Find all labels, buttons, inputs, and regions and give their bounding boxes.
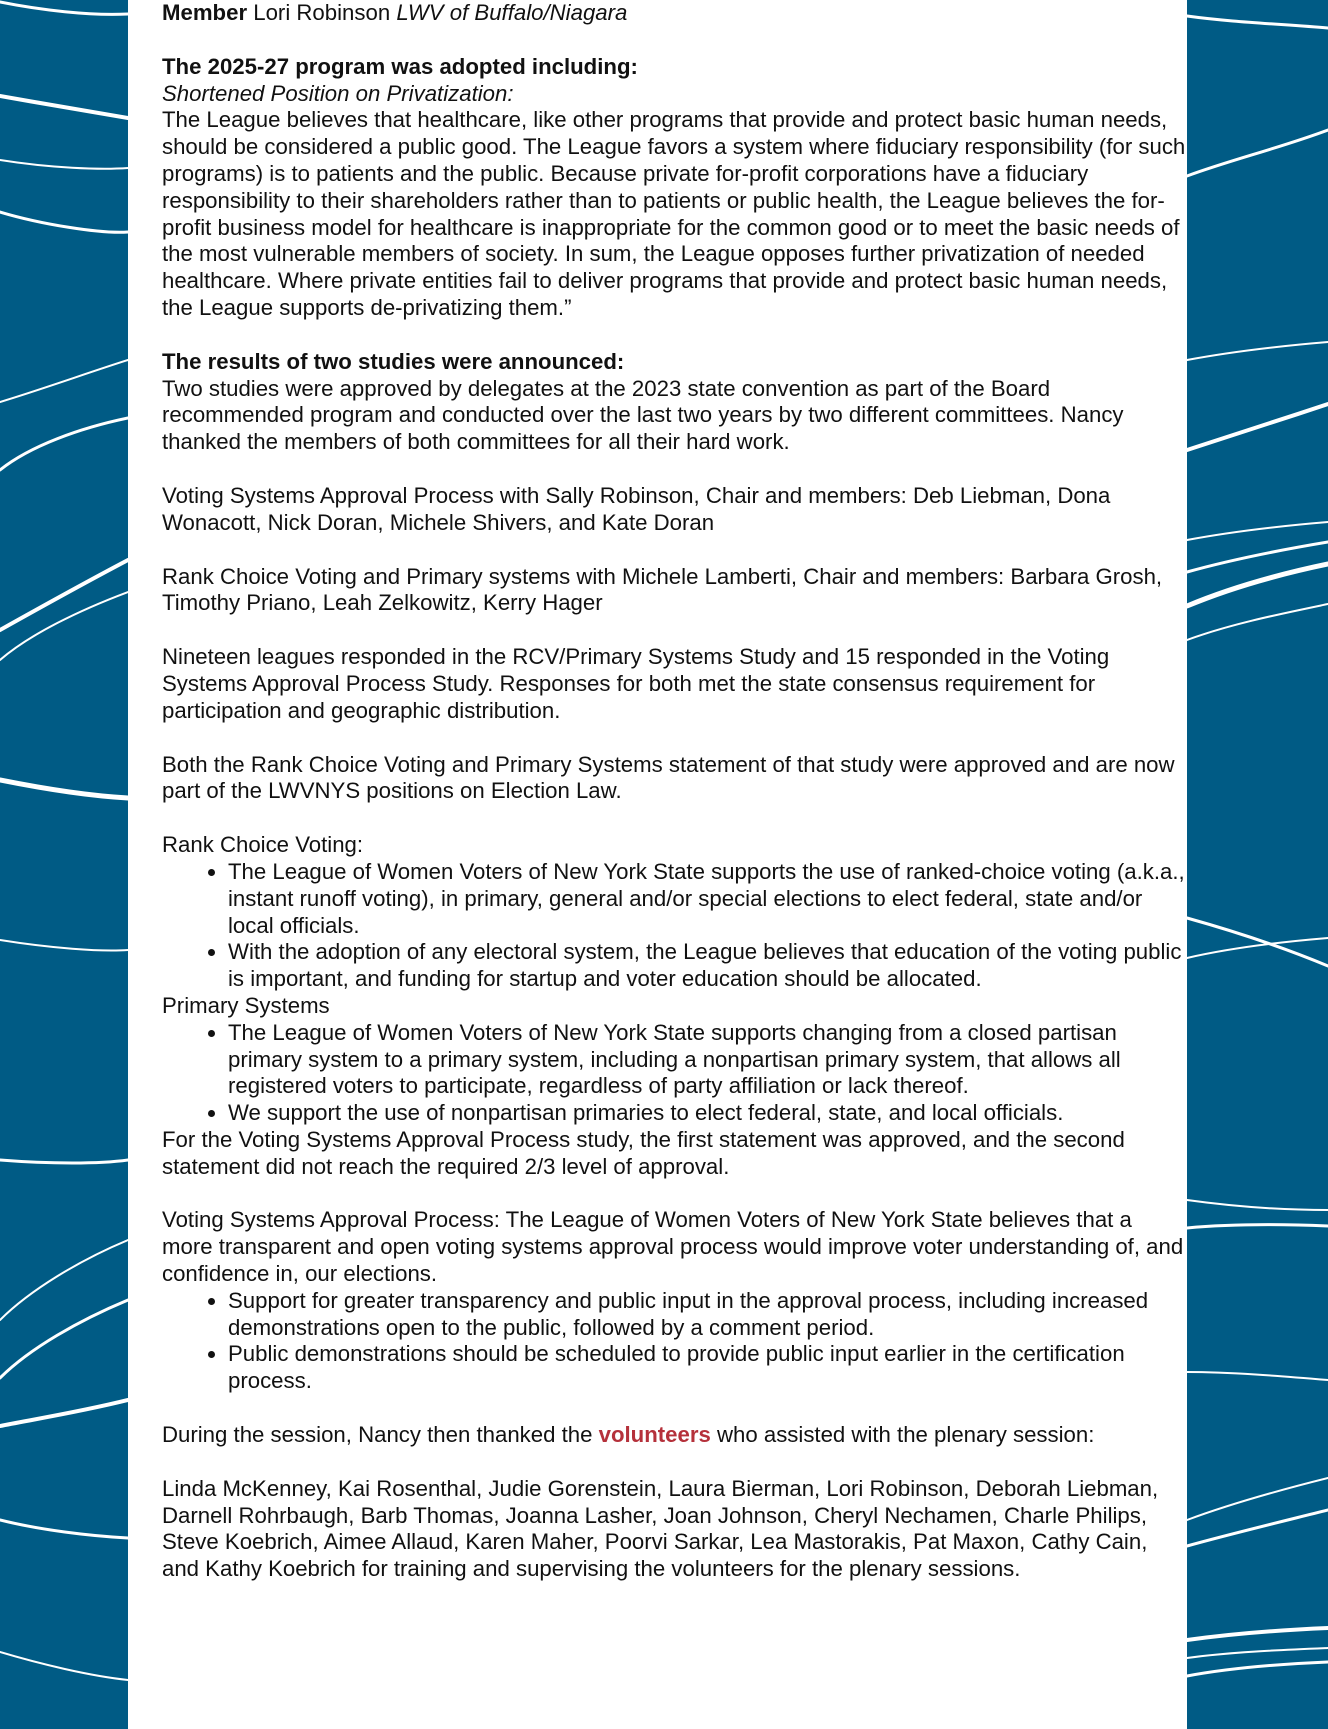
- member-name: Lori Robinson: [253, 0, 391, 25]
- volunteers-text-before: During the session, Nancy then thanked the: [162, 1422, 599, 1448]
- newsletter-content: [128, 0, 1187, 1729]
- member-label: Member: [162, 0, 248, 25]
- volunteer-names: Linda McKenney, Kai Rosenthal, Judie Gorenstein, Laura Bierman, Lori Robinson, Deborah Liebman, Darnell Rohrbaugh, Barb Thomas, Joanna Lasher, Joan Johnson, Cheryl Nechamen, Charle Philips, Steve Koebrich, Aimee Allaud, Karen Maher, Poorvi Sarkar, Lea Mastorakis, Pat Maxon, Cathy Cain, and Kathy Koebrich for training and supervising the volunteers for the plenary sessions.: [162, 1475, 1159, 1582]
- rcv-label: Rank Choice Voting:: [162, 832, 364, 858]
- list-item: • We support the use of nonpartisan primaries to elect federal, state, and local officials.: [228, 1100, 1187, 1127]
- privatization-position: The League believes that healthcare, like other programs that provide and protect basic human needs, should be considered a public good. The League favors a system where fiduciary responsibility (for such programs) is to patients and the public. Because private for-profit corporations have a fiduciary responsibility to their shareholders rather than to patients or public health, the League believes the for-profit business model for healthcare is inappropriate for the common good or to meet the basic needs of the most vulnerable members of society. In sum, the League opposes further privatization of needed healthcare. Where private entities fail to deliver programs that provide and protect basic human needs, the League supports de-privatizing them.”: [162, 107, 1186, 320]
- program-subheading: Shortened Position on Privatization:: [162, 80, 514, 106]
- list-item: • The League of Women Voters of New York State supports the use of ranked-choice voting (a.k.a., instant runoff voting), in primary, general and/or special elections to elect federal, state and/or local officials.: [228, 859, 1187, 939]
- list-item: • The League of Women Voters of New York State supports changing from a closed partisan primary system to a primary system, including a nonpartisan primary system, that allows all registered voters to participate, regardless of party affiliation or lack thereof.: [228, 1020, 1187, 1100]
- list-item: • With the adoption of any electoral system, the League believes that education of the voting public is important, and funding for startup and voter education should be allocated.: [228, 939, 1187, 993]
- volunteers-text-after: who assisted with the plenary session:: [710, 1422, 1095, 1448]
- studies-approved: Both the Rank Choice Voting and Primary Systems statement of that study were approved and are now part of the LWVNYS positions on Election Law.: [162, 751, 1175, 804]
- studies-intro: Two studies were approved by delegates at the 2023 state convention as part of the Board recommended program and conducted over the last two years by two different committees. Nancy thanked the members of both committees for all their hard work.: [162, 375, 1124, 455]
- voting-systems-committee: Voting Systems Approval Process with Sally Robinson, Chair and members: Deb Liebman, Dona Wonacott, Nick Doran, Michele Shivers, and Kate Doran: [162, 482, 1111, 535]
- program-heading: The 2025-27 program was adopted including:: [162, 53, 638, 79]
- vsap-result: For the Voting Systems Approval Process study, the first statement was approved, and the second statement did not reach the required 2/3 level of approval.: [162, 1126, 1125, 1179]
- rcv-bullets: [162, 859, 1187, 993]
- list-item: • Support for greater transparency and public input in the approval process, including increased demonstrations open to the public, followed by a comment period.: [228, 1288, 1187, 1342]
- vsap-statement: Voting Systems Approval Process: The League of Women Voters of New York State believes that a more transparent and open voting systems approval process would improve voter understanding of, and confidence in, our elections.: [162, 1207, 1184, 1287]
- primary-label: Primary Systems: [162, 992, 330, 1018]
- volunteers-thanks: [162, 1422, 1187, 1449]
- study-responses: Nineteen leagues responded in the RCV/Primary Systems Study and 15 responded in the Voting Systems Approval Process Study. Responses for both met the state consensus requirement for participation and geographic distribution.: [162, 644, 1110, 723]
- volunteers-link[interactable]: volunteers: [598, 1422, 711, 1448]
- studies-heading: The results of two studies were announced:: [162, 348, 625, 374]
- rcv-committee: Rank Choice Voting and Primary systems with Michele Lamberti, Chair and members: Barbara Grosh, Timothy Priano, Leah Zelkowitz, Kerry Hager: [162, 563, 1163, 616]
- list-item: • Public demonstrations should be scheduled to provide public input earlier in the certification process.: [228, 1341, 1187, 1395]
- member-org: LWV of Buffalo/Niagara: [396, 0, 628, 25]
- member-line: [162, 0, 1187, 27]
- vsap-bullets: [162, 1288, 1187, 1395]
- primary-bullets: [162, 1020, 1187, 1127]
